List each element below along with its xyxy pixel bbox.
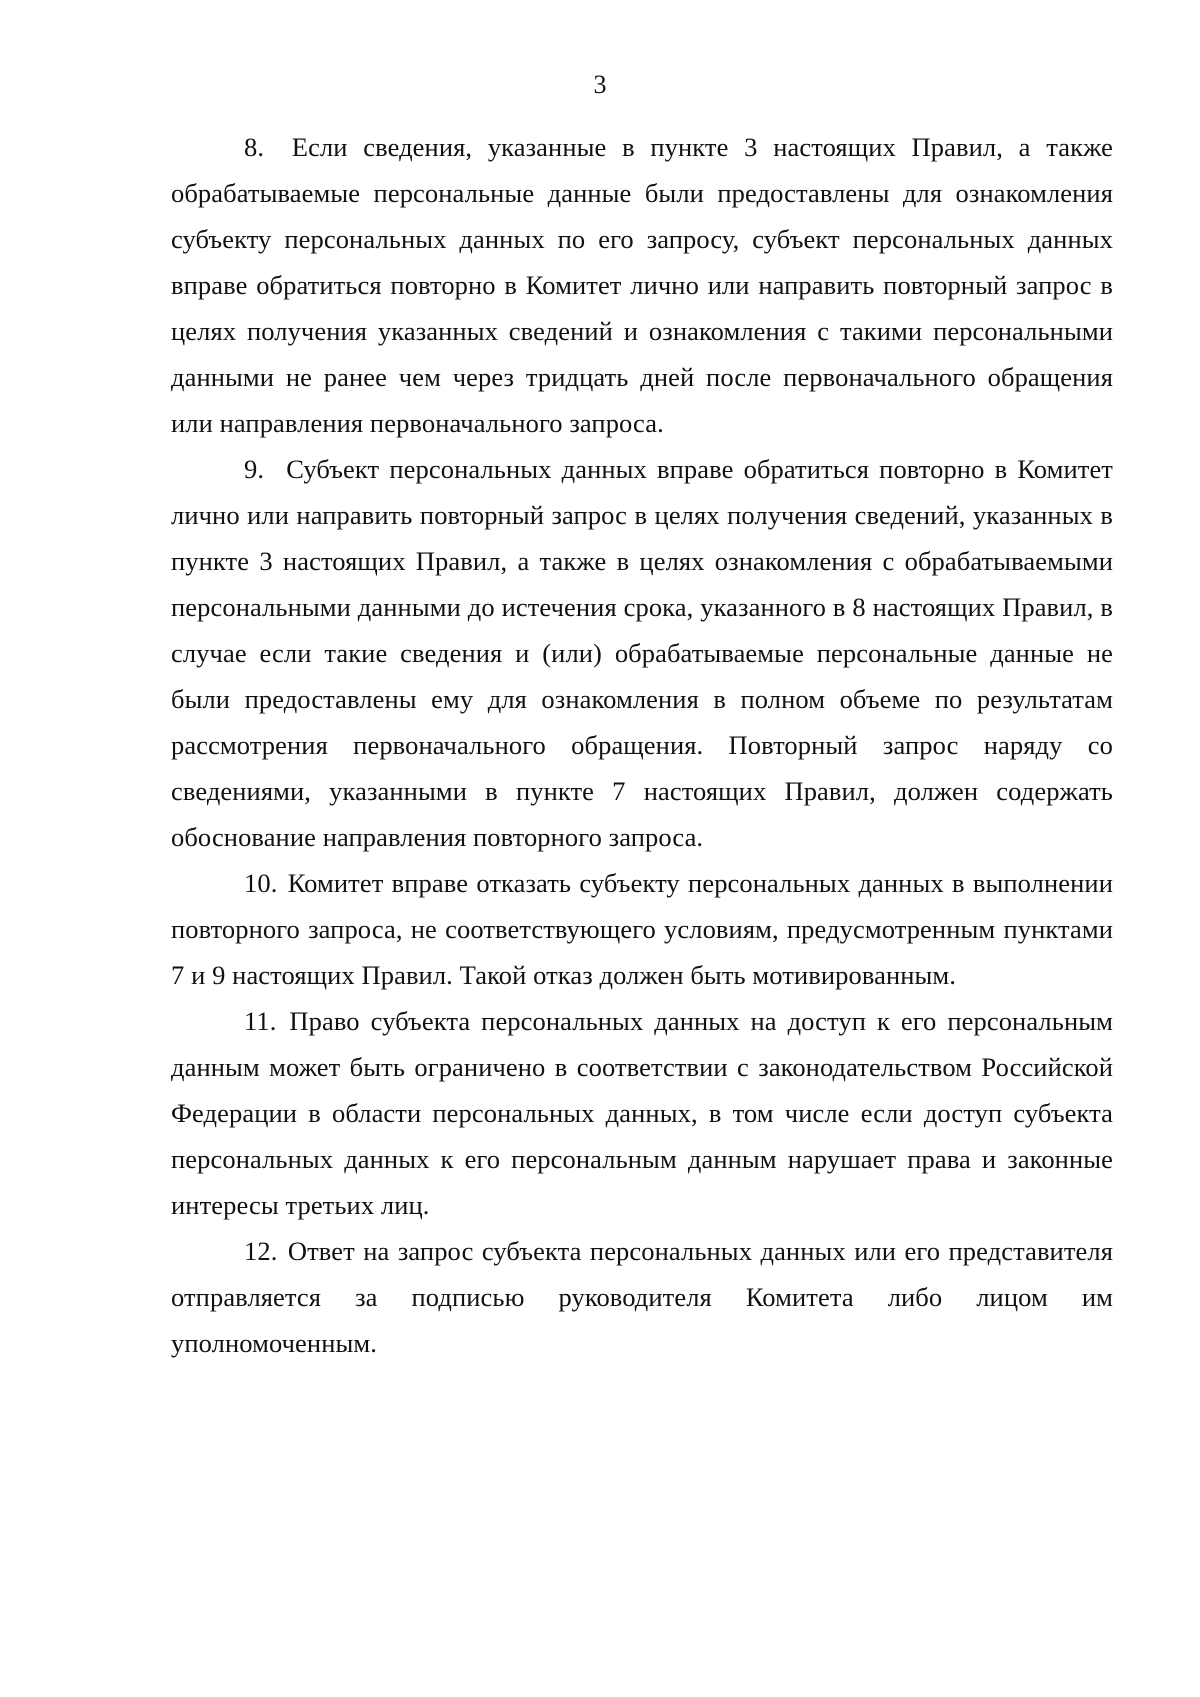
paragraph-number: 12. — [244, 1236, 278, 1266]
paragraph-8 — [171, 124, 1113, 446]
paragraph-number: 11. — [244, 1006, 277, 1036]
paragraph-9 — [171, 446, 1113, 860]
page-number: 3 — [593, 70, 607, 99]
paragraph-11 — [171, 998, 1113, 1228]
paragraph-text: Если сведения, указанные в пункте 3 настоящих Правил, а также обрабатываемые персональные данные были предоставлены для ознакомления субъекту персональных данных по его запросу, субъект персональных данных вправе обратиться повторно в Комитет лично или направить повторный запрос в целях получения указанных сведений и ознакомления с такими персональными данными не ранее чем через тридцать дней после первоначального обращения или направления первоначального запроса. — [171, 132, 1113, 438]
paragraph-text: Право субъекта персональных данных на доступ к его персональным данным может быть ограничено в соответствии с законодательством Российской Федерации в области персональных данных, в том числе если доступ субъекта персональных данных к его персональным данным нарушает права и законные интересы третьих лиц. — [171, 1006, 1114, 1220]
paragraph-number: 9. — [244, 454, 265, 484]
paragraph-12 — [171, 1228, 1113, 1366]
paragraph-text: Комитет вправе отказать субъекту персональных данных в выполнении повторного запроса, не соответствующего условиям, предусмотренным пунктами 7 и 9 настоящих Правил. Такой отказ должен быть мотивированным. — [171, 868, 1113, 990]
paragraph-10 — [171, 860, 1113, 998]
paragraph-text: Субъект персональных данных вправе обратиться повторно в Комитет лично или направить повторный запрос в целях получения сведений, указанных в пункте 3 настоящих Правил, а также в целях ознакомления с обрабатываемыми персональными данными до истечения срока, указанного в 8 настоящих Правил, в случае если такие сведения и (или) обрабатываемые персональные данные не были предоставлены ему для ознакомления в полном объеме по результатам рассмотрения первоначального обращения. Повторный запрос наряду со сведениями, указанными в пункте 7 настоящих Правил, должен содержать обоснование направления повторного запроса. — [171, 454, 1113, 852]
paragraph-number: 10. — [244, 868, 278, 898]
document-body — [171, 124, 1113, 1366]
paragraph-number: 8. — [244, 132, 265, 162]
paragraph-text: Ответ на запрос субъекта персональных данных или его представителя отправляется за подписью руководителя Комитета либо лицом им уполномоченным. — [171, 1236, 1113, 1358]
